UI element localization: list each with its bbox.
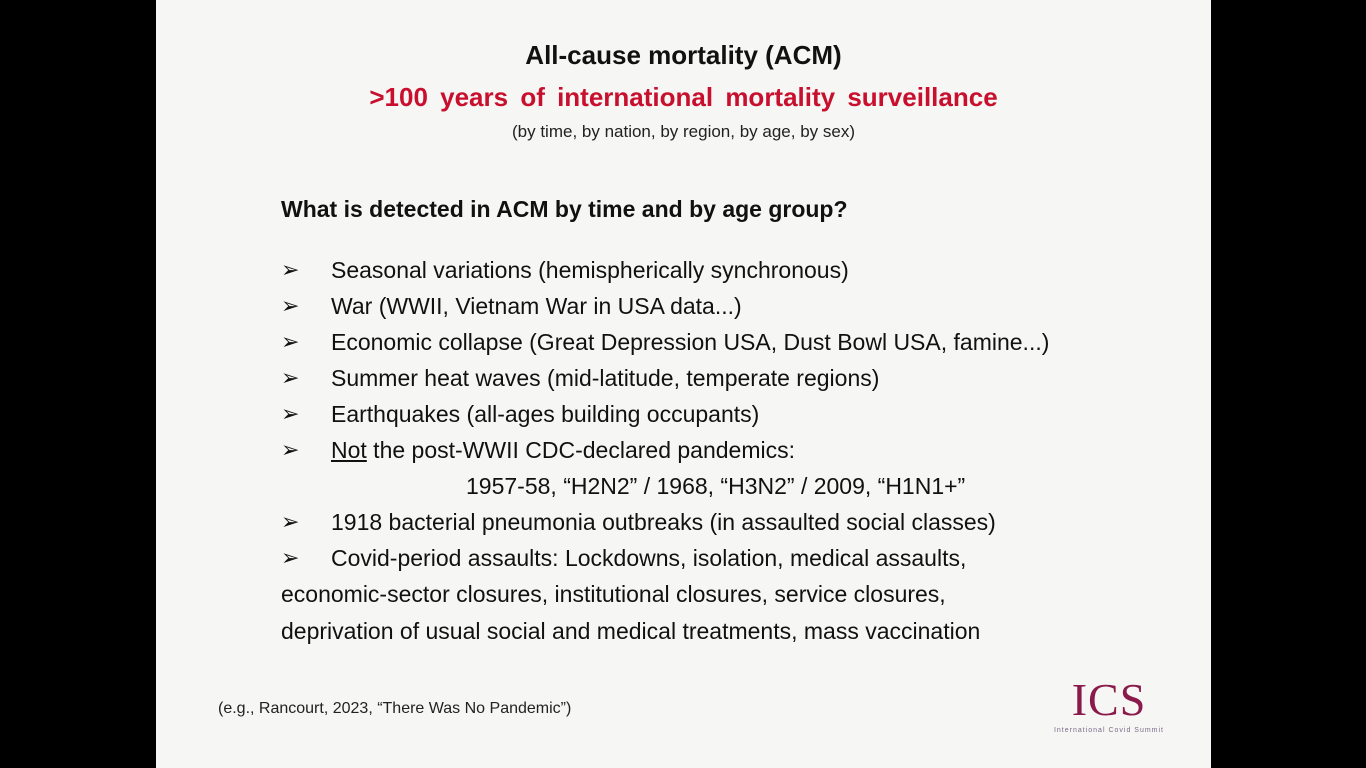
bullet-text [331,432,795,468]
arrow-bullet-icon: ➢ [281,437,300,462]
list-item [281,252,1049,288]
continuation-line: deprivation of usual social and medical treatments, mass vaccination [281,618,981,644]
arrow-bullet-icon: ➢ [281,293,300,318]
slide-title: All-cause mortality (ACM) [525,40,842,70]
list-item-continuation [281,468,1049,504]
ics-logo [1034,674,1184,746]
bullet-text: Earthquakes (all-ages building occupants) [331,401,760,427]
list-item [281,324,1049,360]
not-underlined: Not [331,437,367,463]
list-item [281,396,1049,432]
bullet-continuation [281,576,980,650]
arrow-bullet-icon: ➢ [281,257,300,282]
question-heading: What is detected in ACM by time and by age group? [281,196,848,222]
pandemic-years: 1957-58, “H2N2” / 1968, “H3N2” / 2009, “H1N1+” [466,473,966,499]
bullet-text: Covid-period assaults: Lockdowns, isolation, medical assaults, [331,545,967,571]
bullet-text: Seasonal variations (hemispherically synchronous) [331,257,849,283]
citation: (e.g., Rancourt, 2023, “There Was No Pandemic”) [218,700,572,717]
arrow-bullet-icon: ➢ [281,401,300,426]
slide-tagline: (by time, by nation, by region, by age, by sex) [511,122,855,141]
bullet-text: War (WWII, Vietnam War in USA data...) [331,293,742,319]
arrow-bullet-icon: ➢ [281,329,300,354]
slide [156,0,1211,768]
arrow-bullet-icon: ➢ [281,509,300,534]
continuation-line: economic-sector closures, institutional closures, service closures, [281,581,946,607]
logo-mark: ICS [1071,674,1147,725]
logo-subtitle: International Covid Summit [1053,727,1165,734]
bullet-text-rest: the post-WWII CDC-declared pandemics: [366,437,795,463]
list-item [281,432,1049,468]
bullet-text: Summer heat waves (mid-latitude, temperate regions) [331,365,880,391]
list-item [281,504,1049,540]
arrow-bullet-icon: ➢ [281,545,300,570]
list-item [281,360,1049,396]
bullet-text: Economic collapse (Great Depression USA, Dust Bowl USA, famine...) [331,329,1050,355]
bullet-list [281,252,1049,576]
arrow-bullet-icon: ➢ [281,365,300,390]
bullet-text: 1918 bacterial pneumonia outbreaks (in assaulted social classes) [331,509,996,535]
slide-subtitle: >100 years of international mortality surveillance [369,82,998,112]
list-item [281,540,1049,576]
list-item [281,288,1049,324]
